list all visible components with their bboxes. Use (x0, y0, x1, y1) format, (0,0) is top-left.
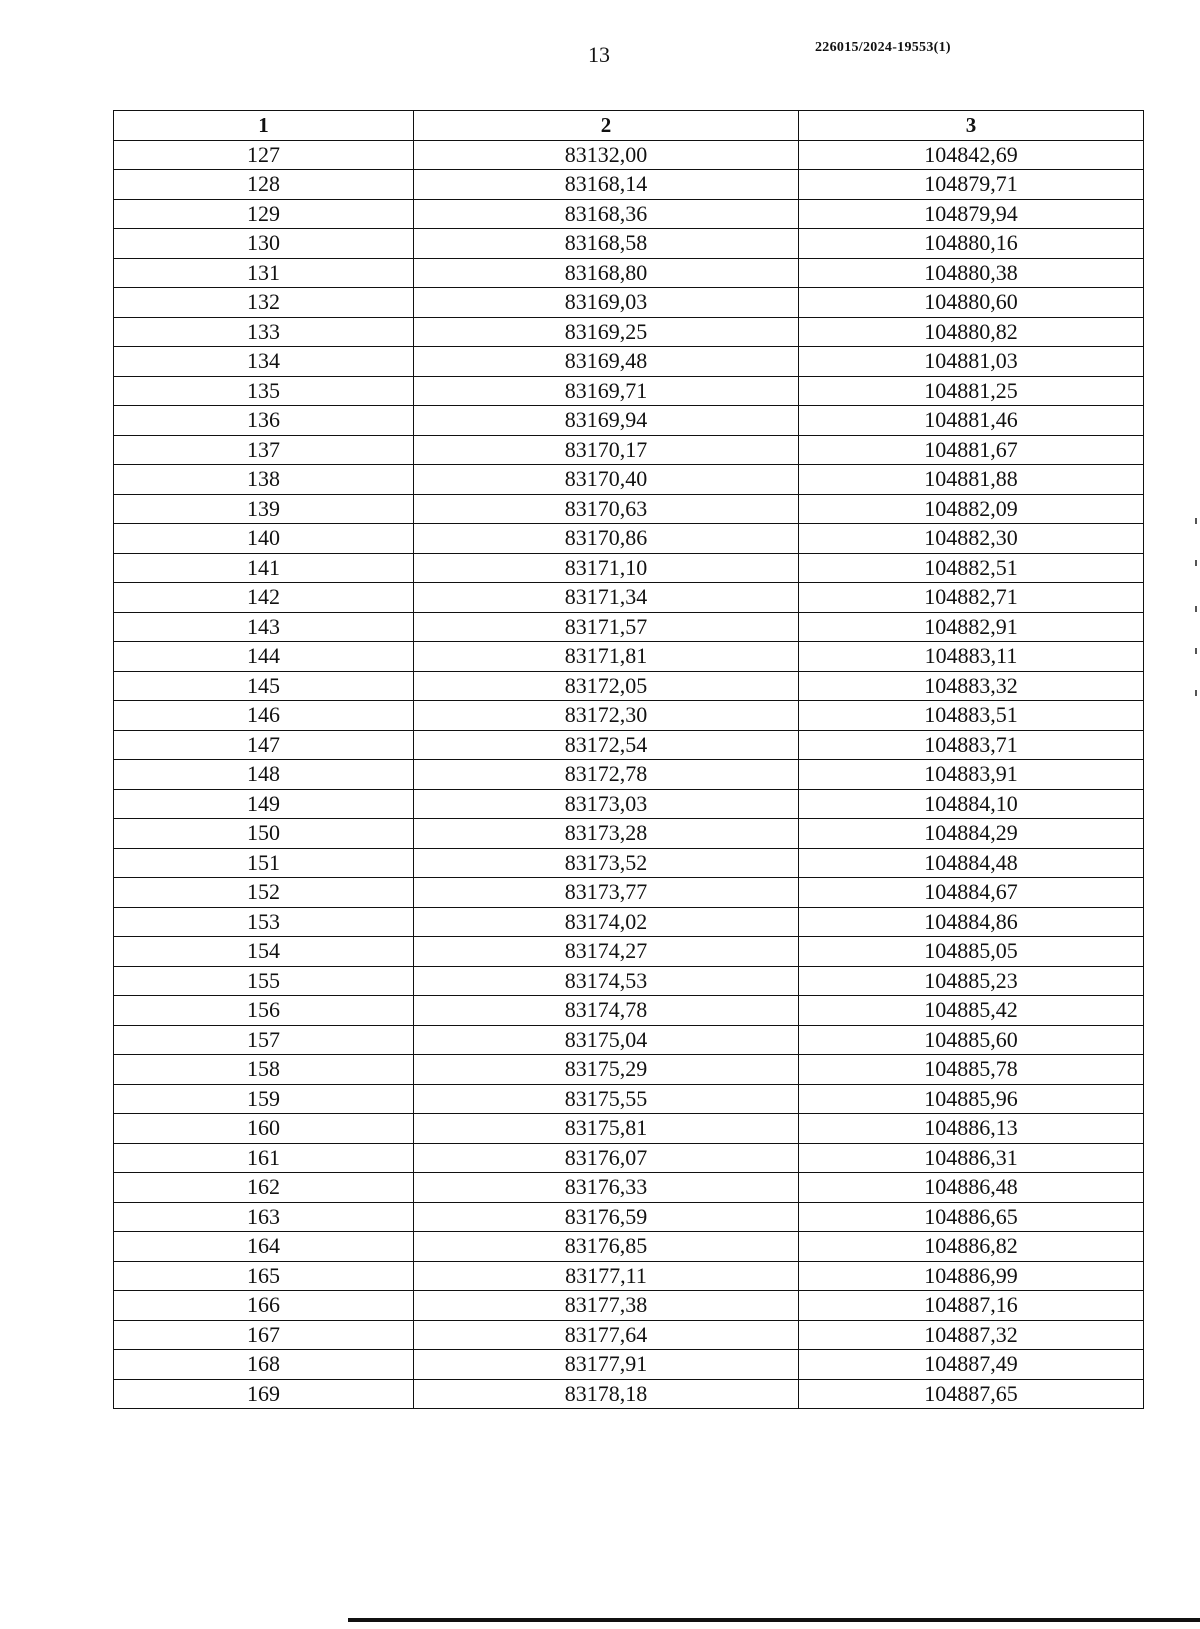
table-row (114, 1379, 1144, 1409)
scan-edge-mark (1195, 560, 1197, 566)
table-row (114, 317, 1144, 347)
column-header-1: 1 (114, 111, 414, 141)
table-header (114, 111, 1144, 141)
y-coordinate-cell: 104884,48 (799, 848, 1144, 878)
table-row (114, 1143, 1144, 1173)
x-coordinate-cell: 83171,34 (414, 583, 799, 613)
scan-edge-mark (1195, 648, 1197, 654)
y-coordinate-cell: 104887,49 (799, 1350, 1144, 1380)
table-row (114, 1025, 1144, 1055)
y-coordinate-cell: 104886,99 (799, 1261, 1144, 1291)
y-coordinate-cell: 104882,71 (799, 583, 1144, 613)
x-coordinate-cell: 83176,59 (414, 1202, 799, 1232)
table-row (114, 1261, 1144, 1291)
bottom-rule (348, 1618, 1200, 1622)
x-coordinate-cell: 83170,63 (414, 494, 799, 524)
point-number-cell: 127 (114, 140, 414, 170)
table-row (114, 583, 1144, 613)
scan-edge-mark (1195, 690, 1197, 696)
table-row (114, 1114, 1144, 1144)
table-row (114, 701, 1144, 731)
x-coordinate-cell: 83168,80 (414, 258, 799, 288)
point-number-cell: 154 (114, 937, 414, 967)
x-coordinate-cell: 83175,55 (414, 1084, 799, 1114)
table-row (114, 435, 1144, 465)
table-row (114, 730, 1144, 760)
x-coordinate-cell: 83168,58 (414, 229, 799, 259)
point-number-cell: 161 (114, 1143, 414, 1173)
table-row (114, 1202, 1144, 1232)
y-coordinate-cell: 104885,42 (799, 996, 1144, 1026)
x-coordinate-cell: 83172,54 (414, 730, 799, 760)
y-coordinate-cell: 104886,65 (799, 1202, 1144, 1232)
y-coordinate-cell: 104886,82 (799, 1232, 1144, 1262)
x-coordinate-cell: 83173,77 (414, 878, 799, 908)
y-coordinate-cell: 104885,23 (799, 966, 1144, 996)
y-coordinate-cell: 104886,48 (799, 1173, 1144, 1203)
point-number-cell: 150 (114, 819, 414, 849)
point-number-cell: 156 (114, 996, 414, 1026)
x-coordinate-cell: 83171,81 (414, 642, 799, 672)
x-coordinate-cell: 83177,38 (414, 1291, 799, 1321)
point-number-cell: 132 (114, 288, 414, 318)
point-number-cell: 142 (114, 583, 414, 613)
x-coordinate-cell: 83169,48 (414, 347, 799, 377)
point-number-cell: 146 (114, 701, 414, 731)
y-coordinate-cell: 104883,11 (799, 642, 1144, 672)
y-coordinate-cell: 104884,86 (799, 907, 1144, 937)
table-row (114, 376, 1144, 406)
y-coordinate-cell: 104882,09 (799, 494, 1144, 524)
x-coordinate-cell: 83171,10 (414, 553, 799, 583)
table-row (114, 494, 1144, 524)
point-number-cell: 148 (114, 760, 414, 790)
y-coordinate-cell: 104882,51 (799, 553, 1144, 583)
x-coordinate-cell: 83176,33 (414, 1173, 799, 1203)
y-coordinate-cell: 104881,03 (799, 347, 1144, 377)
point-number-cell: 136 (114, 406, 414, 436)
y-coordinate-cell: 104883,71 (799, 730, 1144, 760)
x-coordinate-cell: 83172,05 (414, 671, 799, 701)
x-coordinate-cell: 83178,18 (414, 1379, 799, 1409)
table-row (114, 229, 1144, 259)
point-number-cell: 143 (114, 612, 414, 642)
x-coordinate-cell: 83168,14 (414, 170, 799, 200)
table-row (114, 848, 1144, 878)
y-coordinate-cell: 104887,16 (799, 1291, 1144, 1321)
table-row (114, 140, 1144, 170)
x-coordinate-cell: 83174,02 (414, 907, 799, 937)
point-number-cell: 145 (114, 671, 414, 701)
y-coordinate-cell: 104881,46 (799, 406, 1144, 436)
coordinates-table (113, 110, 1144, 1409)
y-coordinate-cell: 104879,71 (799, 170, 1144, 200)
y-coordinate-cell: 104887,32 (799, 1320, 1144, 1350)
x-coordinate-cell: 83132,00 (414, 140, 799, 170)
point-number-cell: 169 (114, 1379, 414, 1409)
table-row (114, 996, 1144, 1026)
point-number-cell: 139 (114, 494, 414, 524)
scan-edge-mark (1195, 518, 1197, 524)
point-number-cell: 149 (114, 789, 414, 819)
y-coordinate-cell: 104881,67 (799, 435, 1144, 465)
point-number-cell: 128 (114, 170, 414, 200)
x-coordinate-cell: 83174,53 (414, 966, 799, 996)
point-number-cell: 133 (114, 317, 414, 347)
x-coordinate-cell: 83174,78 (414, 996, 799, 1026)
table-row (114, 524, 1144, 554)
x-coordinate-cell: 83175,04 (414, 1025, 799, 1055)
table-row (114, 199, 1144, 229)
x-coordinate-cell: 83169,71 (414, 376, 799, 406)
table-row (114, 907, 1144, 937)
x-coordinate-cell: 83173,52 (414, 848, 799, 878)
table-row (114, 612, 1144, 642)
y-coordinate-cell: 104880,16 (799, 229, 1144, 259)
table-row (114, 1350, 1144, 1380)
point-number-cell: 140 (114, 524, 414, 554)
table-row (114, 347, 1144, 377)
x-coordinate-cell: 83169,03 (414, 288, 799, 318)
x-coordinate-cell: 83169,25 (414, 317, 799, 347)
y-coordinate-cell: 104880,82 (799, 317, 1144, 347)
table-row (114, 642, 1144, 672)
table-row (114, 288, 1144, 318)
x-coordinate-cell: 83173,28 (414, 819, 799, 849)
header-row (114, 111, 1144, 141)
point-number-cell: 160 (114, 1114, 414, 1144)
table-row (114, 1173, 1144, 1203)
column-header-2: 2 (414, 111, 799, 141)
point-number-cell: 164 (114, 1232, 414, 1262)
x-coordinate-cell: 83173,03 (414, 789, 799, 819)
x-coordinate-cell: 83175,81 (414, 1114, 799, 1144)
x-coordinate-cell: 83177,11 (414, 1261, 799, 1291)
column-header-3: 3 (799, 111, 1144, 141)
point-number-cell: 147 (114, 730, 414, 760)
scan-edge-mark (1195, 606, 1197, 612)
table-row (114, 1055, 1144, 1085)
point-number-cell: 168 (114, 1350, 414, 1380)
point-number-cell: 167 (114, 1320, 414, 1350)
x-coordinate-cell: 83171,57 (414, 612, 799, 642)
y-coordinate-cell: 104884,10 (799, 789, 1144, 819)
x-coordinate-cell: 83170,17 (414, 435, 799, 465)
point-number-cell: 162 (114, 1173, 414, 1203)
table-row (114, 406, 1144, 436)
point-number-cell: 155 (114, 966, 414, 996)
y-coordinate-cell: 104885,78 (799, 1055, 1144, 1085)
y-coordinate-cell: 104884,67 (799, 878, 1144, 908)
point-number-cell: 134 (114, 347, 414, 377)
table-row (114, 258, 1144, 288)
point-number-cell: 141 (114, 553, 414, 583)
point-number-cell: 166 (114, 1291, 414, 1321)
table-row (114, 966, 1144, 996)
x-coordinate-cell: 83177,91 (414, 1350, 799, 1380)
point-number-cell: 158 (114, 1055, 414, 1085)
y-coordinate-cell: 104885,05 (799, 937, 1144, 967)
y-coordinate-cell: 104883,51 (799, 701, 1144, 731)
table-row (114, 465, 1144, 495)
page-number: 13 (588, 42, 610, 67)
y-coordinate-cell: 104879,94 (799, 199, 1144, 229)
table-row (114, 1320, 1144, 1350)
x-coordinate-cell: 83172,78 (414, 760, 799, 790)
x-coordinate-cell: 83170,86 (414, 524, 799, 554)
point-number-cell: 151 (114, 848, 414, 878)
table-row (114, 819, 1144, 849)
y-coordinate-cell: 104882,91 (799, 612, 1144, 642)
point-number-cell: 153 (114, 907, 414, 937)
point-number-cell: 152 (114, 878, 414, 908)
table-row (114, 1291, 1144, 1321)
y-coordinate-cell: 104881,25 (799, 376, 1144, 406)
table-row (114, 553, 1144, 583)
point-number-cell: 130 (114, 229, 414, 259)
table-row (114, 937, 1144, 967)
y-coordinate-cell: 104883,91 (799, 760, 1144, 790)
y-coordinate-cell: 104887,65 (799, 1379, 1144, 1409)
y-coordinate-cell: 104886,31 (799, 1143, 1144, 1173)
y-coordinate-cell: 104884,29 (799, 819, 1144, 849)
point-number-cell: 159 (114, 1084, 414, 1114)
table-body (114, 140, 1144, 1409)
point-number-cell: 165 (114, 1261, 414, 1291)
table-row (114, 671, 1144, 701)
table-row (114, 1084, 1144, 1114)
table-row (114, 760, 1144, 790)
y-coordinate-cell: 104883,32 (799, 671, 1144, 701)
x-coordinate-cell: 83176,85 (414, 1232, 799, 1262)
point-number-cell: 144 (114, 642, 414, 672)
table-row (114, 789, 1144, 819)
x-coordinate-cell: 83169,94 (414, 406, 799, 436)
y-coordinate-cell: 104885,96 (799, 1084, 1144, 1114)
x-coordinate-cell: 83175,29 (414, 1055, 799, 1085)
x-coordinate-cell: 83176,07 (414, 1143, 799, 1173)
y-coordinate-cell: 104881,88 (799, 465, 1144, 495)
point-number-cell: 157 (114, 1025, 414, 1055)
table-row (114, 170, 1144, 200)
y-coordinate-cell: 104882,30 (799, 524, 1144, 554)
x-coordinate-cell: 83170,40 (414, 465, 799, 495)
point-number-cell: 137 (114, 435, 414, 465)
point-number-cell: 131 (114, 258, 414, 288)
point-number-cell: 135 (114, 376, 414, 406)
point-number-cell: 129 (114, 199, 414, 229)
x-coordinate-cell: 83168,36 (414, 199, 799, 229)
table-row (114, 878, 1144, 908)
x-coordinate-cell: 83172,30 (414, 701, 799, 731)
table-row (114, 1232, 1144, 1262)
x-coordinate-cell: 83177,64 (414, 1320, 799, 1350)
y-coordinate-cell: 104880,60 (799, 288, 1144, 318)
document-reference: 226015/2024-19553(1) (815, 40, 951, 55)
y-coordinate-cell: 104886,13 (799, 1114, 1144, 1144)
x-coordinate-cell: 83174,27 (414, 937, 799, 967)
point-number-cell: 163 (114, 1202, 414, 1232)
y-coordinate-cell: 104842,69 (799, 140, 1144, 170)
point-number-cell: 138 (114, 465, 414, 495)
y-coordinate-cell: 104880,38 (799, 258, 1144, 288)
y-coordinate-cell: 104885,60 (799, 1025, 1144, 1055)
